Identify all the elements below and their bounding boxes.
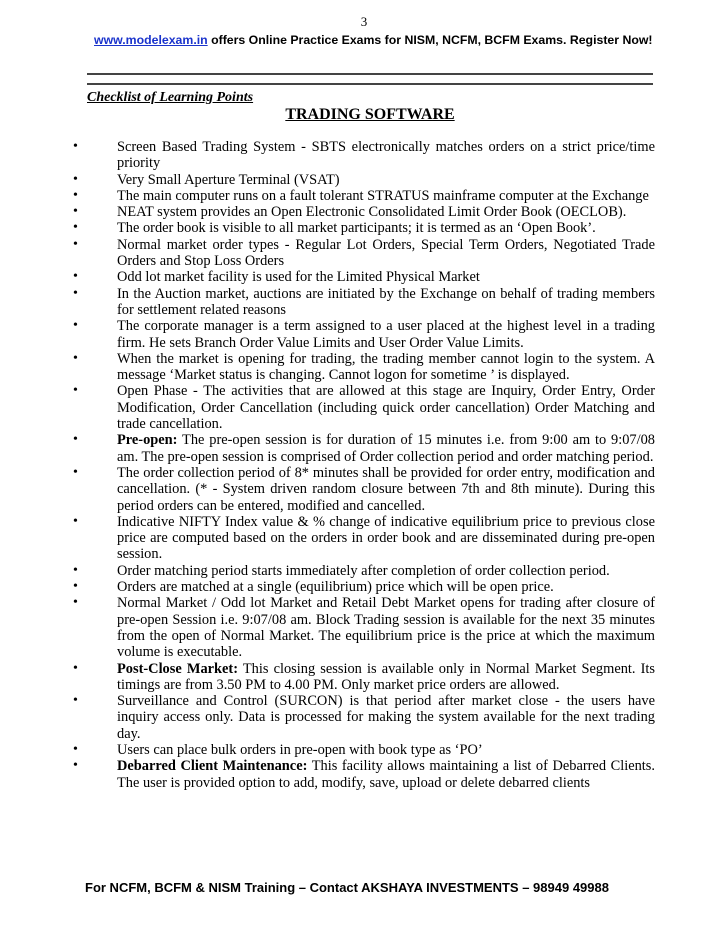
header-promo-text: offers Online Practice Exams for NISM, NCFM, BCFM Exams. Register Now! xyxy=(207,33,653,47)
learning-point xyxy=(0,432,728,465)
page-number: 3 xyxy=(360,14,368,29)
learning-point xyxy=(0,514,728,563)
bullet-icon: • xyxy=(73,236,78,252)
bullet-icon: • xyxy=(73,350,78,366)
bullet-icon: • xyxy=(73,513,78,529)
bullet-icon: • xyxy=(73,220,78,236)
learning-point xyxy=(0,269,728,285)
learning-point-text: Screen Based Trading System - SBTS electronically matches orders on a strict price/time priority xyxy=(117,139,655,172)
learning-point-lead: Debarred Client Maintenance: xyxy=(117,758,308,775)
learning-point-text: Indicative NIFTY Index value & % change of indicative equilibrium price to previous close price are computed based on the orders in order book and are disseminated during pre-open session. xyxy=(117,513,655,563)
learning-point xyxy=(0,742,728,758)
bullet-icon: • xyxy=(73,595,78,611)
bullet-icon: • xyxy=(73,562,78,578)
learning-point xyxy=(0,693,728,742)
bullet-icon: • xyxy=(73,285,78,301)
learning-point-text: Users can place bulk orders in pre-open with book type as ‘PO’ xyxy=(117,741,483,758)
learning-point-text: Very Small Aperture Terminal (VSAT) xyxy=(117,171,340,188)
learning-point xyxy=(0,204,728,220)
section-title: TRADING SOFTWARE xyxy=(285,106,455,123)
learning-point-text: Order matching period starts immediately after completion of order collection period. xyxy=(117,562,610,579)
learning-point xyxy=(0,237,728,270)
learning-point xyxy=(0,220,728,236)
bullet-icon: • xyxy=(73,171,78,187)
learning-point-text: This facility allows maintaining a list of Debarred Clients. The user is provided option to add, modify, save, upload or delete debarred clients xyxy=(117,758,655,791)
bullet-icon: • xyxy=(73,383,78,399)
learning-point xyxy=(0,188,728,204)
bullet-icon: • xyxy=(73,269,78,285)
bullet-icon: • xyxy=(73,693,78,709)
learning-point xyxy=(0,661,728,694)
learning-point-text: Surveillance and Control (SURCON) is that period after market close - the users have inquiry access only. Data is processed for making the system available for the next trading day. xyxy=(117,693,655,742)
learning-point xyxy=(0,286,728,319)
learning-point xyxy=(0,351,728,384)
bullet-icon: • xyxy=(73,204,78,220)
bullet-icon: • xyxy=(73,579,78,595)
learning-point-lead: Post-Close Market: xyxy=(117,660,239,677)
learning-point xyxy=(0,172,728,188)
learning-point-text: This closing session is available only in Normal Market Segment. Its timings are from 3.50 PM to 4.00 PM. Only market price orders are allowed. xyxy=(117,660,656,693)
learning-point-text: NEAT system provides an Open Electronic Consolidated Limit Order Book (OECLOB). xyxy=(117,204,627,221)
bullet-icon: • xyxy=(73,741,78,757)
learning-point xyxy=(0,383,728,432)
learning-point xyxy=(0,579,728,595)
learning-point-text: The order collection period of 8* minutes shall be provided for order entry, modification and cancellation. (* - System driven random closure between 7th and 8th minute). During this period orders can be entered, modified and cancelled. xyxy=(117,464,655,514)
learning-point-text: Open Phase - The activities that are allowed at this stage are Inquiry, Order Entry, Order Modification, Order Cancellation (including quick order cancellation) Order Matching and trade cancellation. xyxy=(117,383,655,433)
learning-point-text: Orders are matched at a single (equilibrium) price which will be open price. xyxy=(117,579,554,596)
footer-contact: For NCFM, BCFM & NISM Training – Contact AKSHAYA INVESTMENTS – 98949 49988 xyxy=(85,880,609,895)
learning-point-text: The order book is visible to all market participants; it is termed as an ‘Open Book’. xyxy=(117,220,596,237)
bullet-icon: • xyxy=(73,758,78,774)
header-promo xyxy=(94,33,694,47)
bullet-icon: • xyxy=(73,139,78,154)
learning-points-list xyxy=(0,139,728,791)
bullet-icon: • xyxy=(73,318,78,334)
modelexam-link[interactable]: www.modelexam.in xyxy=(94,33,208,47)
bullet-icon: • xyxy=(73,464,78,480)
learning-point xyxy=(0,139,728,172)
bullet-icon: • xyxy=(73,187,78,203)
learning-point-text: The corporate manager is a term assigned to a user placed at the highest level in a trading firm. He sets Branch Order Value Limits and User Order Value Limits. xyxy=(117,318,655,351)
learning-point-text: When the market is opening for trading, the trading member cannot login to the system. A message ‘Market status is changing. Cannot logon for sometime ’ is displayed. xyxy=(117,350,655,384)
learning-point-text: Odd lot market facility is used for the Limited Physical Market xyxy=(117,269,480,286)
learning-point xyxy=(0,318,728,351)
learning-point xyxy=(0,465,728,514)
learning-point-text: The pre-open session is for duration of 15 minutes i.e. from 9:00 am to 9:07/08 am. The pre-open session is comprised of Order collection period and order matching period. xyxy=(117,432,655,465)
learning-point-text: In the Auction market, auctions are initiated by the Exchange on behalf of trading members for settlement related reasons xyxy=(117,285,655,318)
learning-point-text: Normal Market / Odd lot Market and Retail Debt Market opens for trading after closure of pre-open Session i.e. 9:07/08 am. Block Trading session is available for the next 35 minutes from the open of Normal Market. The equilibrium price is the price at which the maximum volume is executable. xyxy=(117,595,655,661)
bullet-icon: • xyxy=(73,660,78,676)
checklist-heading: Checklist of Learning Points xyxy=(87,90,254,105)
learning-point-lead: Pre-open: xyxy=(117,432,178,449)
header-divider xyxy=(87,73,653,85)
learning-point-text: The main computer runs on a fault tolerant STRATUS mainframe computer at the Exchange xyxy=(117,187,649,204)
learning-point-text: Normal market order types - Regular Lot Orders, Special Term Orders, Negotiated Trade Orders and Stop Loss Orders xyxy=(117,236,655,270)
learning-point xyxy=(0,563,728,579)
bullet-icon: • xyxy=(73,432,78,448)
learning-point xyxy=(0,595,728,660)
learning-point xyxy=(0,758,728,791)
